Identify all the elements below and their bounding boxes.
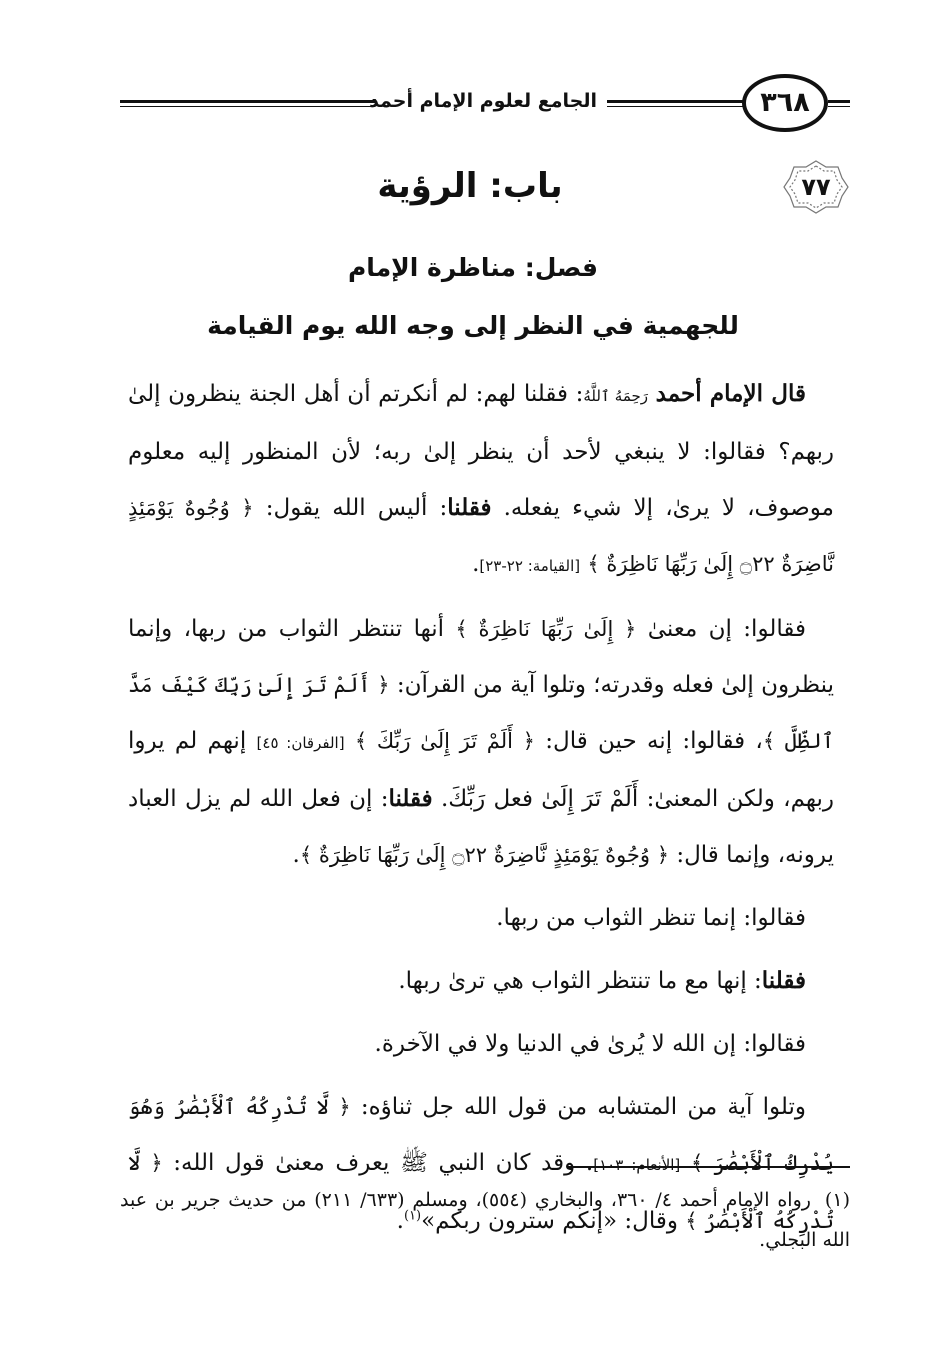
chapter-title: باب: الرؤية: [377, 166, 563, 206]
verse-reference: [الأنعام: ١٠٣]: [593, 1156, 681, 1174]
header-rule: [607, 106, 745, 107]
quran-verse: ﴿ لَّا تُدْرِكُهُ ٱلْأَبْصَٰرُ ﴾: [128, 1151, 834, 1233]
paragraph-text: فقالوا: إن معنىٰ: [647, 616, 806, 642]
footnote: [120, 1180, 850, 1260]
quran-verse: ﴿ وُجُوهٌ يَوْمَئِذٍ نَّاضِرَةٌ ۝٢٢ إِلَىٰ رَبِّهَا نَاظِرَةٌ ﴾: [299, 843, 670, 867]
paragraph-2: [128, 601, 834, 883]
quran-verse: ﴿ أَلَمْ تَرَ إِلَىٰ رَبِّكَ ﴾: [354, 729, 535, 753]
quran-verse: ﴿ إِلَىٰ رَبِّهَا نَاظِرَةٌ ﴾: [455, 617, 637, 641]
verse-reference: [القيامة: ٢٢-٢٣]: [479, 557, 581, 575]
page-number: ٣٦٨: [742, 74, 828, 132]
chapter-number-badge: [782, 158, 850, 216]
footnote-number: (١): [824, 1189, 850, 1211]
speaker-reply: فقلنا: [388, 785, 433, 812]
header-rule: [828, 106, 850, 107]
paragraph-5: فقالوا: إن الله لا يُرىٰ في الدنيا ولا في الآخرة.: [374, 1031, 806, 1057]
punctuation: .: [396, 1208, 404, 1234]
running-title: الجامع لعلوم الإمام أحمد: [369, 90, 597, 112]
paragraph-text: أنها تنتظر الثواب من ربها، وإنما ينظرون إلىٰ فعله وقدرته؛ وتلوا آية من القرآن:: [128, 616, 835, 698]
header-rule: [120, 100, 375, 103]
speaker-reply: فقلنا: [761, 967, 806, 994]
paragraph-text: وقال: «إنكم سترون ربكم»: [421, 1208, 678, 1234]
paragraph-text: : فقلنا لهم: لم أنكرتم أن أهل الجنة ينظرون إلىٰ ربهم؟ فقالوا: لا ينبغي لأحد أن ينظر إلىٰ ربه؛ لأن المنظور إليه معلوم موصوف، لا يرىٰ، إلا شيء يفعله.: [128, 381, 834, 521]
section-title-line2: للجهمية في النظر إلى وجه الله يوم القيامة: [207, 311, 739, 340]
footnote-separator: [568, 1166, 850, 1168]
paragraph-3: فقالوا: إنما تنظر الثواب من ربها.: [496, 905, 806, 931]
paragraph-4: [128, 953, 834, 1009]
header-rule: [607, 100, 745, 103]
paragraph-text: ، فقالوا: إنه حين قال:: [545, 728, 763, 754]
paragraph-text: : إنها مع ما تنتظر الثواب هي ترىٰ ربها.: [398, 968, 762, 994]
quran-verse: ﴿ وُجُوهٌ يَوْمَئِذٍ نَّاضِرَةٌ ۝٢٢ إِلَىٰ رَبِّهَا نَاظِرَةٌ ﴾: [128, 496, 834, 576]
punctuation: .: [472, 551, 480, 577]
paragraph-text: . وقد كان النبي ﷺ يعرف معنىٰ قول الله:: [173, 1150, 594, 1176]
paragraph-text: وتلوا آية من المتشابه من قول الله جل ثناؤه:: [360, 1094, 807, 1120]
section-title-line1: فصل: مناظرة الإمام: [347, 253, 599, 282]
speaker-reply: فقلنا: [447, 494, 492, 521]
paragraph-text: : أليس الله يقول:: [265, 495, 448, 521]
honorific: رَحِمَهُ ٱللَّهُ: [583, 387, 649, 405]
quran-verse: ﴿ لَّا تُدْرِكُهُ ٱلْأَبْصَٰرُ وَهُوَ يُدْرِكُ ٱلْأَبْصَٰرَ ﴾: [128, 1095, 835, 1175]
chapter-number: ٧٧: [801, 173, 831, 201]
paragraph-1: [128, 366, 834, 594]
running-header: [120, 72, 850, 136]
verse-reference: [الفرقان: ٤٥]: [256, 734, 345, 752]
header-rule: [828, 100, 850, 103]
footnote-marker[interactable]: (١): [403, 1208, 422, 1224]
header-rule: [120, 106, 375, 107]
quran-verse: ﴿ أَلَمْ تَرَ إِلَىٰ رَبِّكَ كَيْفَ مَدَّ ٱلظِّلَّ ﴾: [128, 673, 835, 753]
paragraph-text: : إن فعل الله لم يزل العباد يرونه، وإنما قال:: [128, 786, 834, 868]
punctuation: .: [292, 842, 300, 868]
footnote-text: رواه الإمام أحمد ٤/ ٣٦٠، والبخاري (٥٥٤)، ومسلم (٦٣٣/ ٢١١) من حديث جرير بن عبد الله البجلي.: [120, 1189, 850, 1251]
speaker-name: قال الإمام أحمد: [655, 380, 807, 407]
body-text: [128, 366, 834, 1256]
paragraph-text: إنهم لم يروا ربهم، ولكن المعنىٰ: أَلَمْ تَرَ إِلَىٰ فعل رَبِّكَ.: [128, 728, 834, 812]
